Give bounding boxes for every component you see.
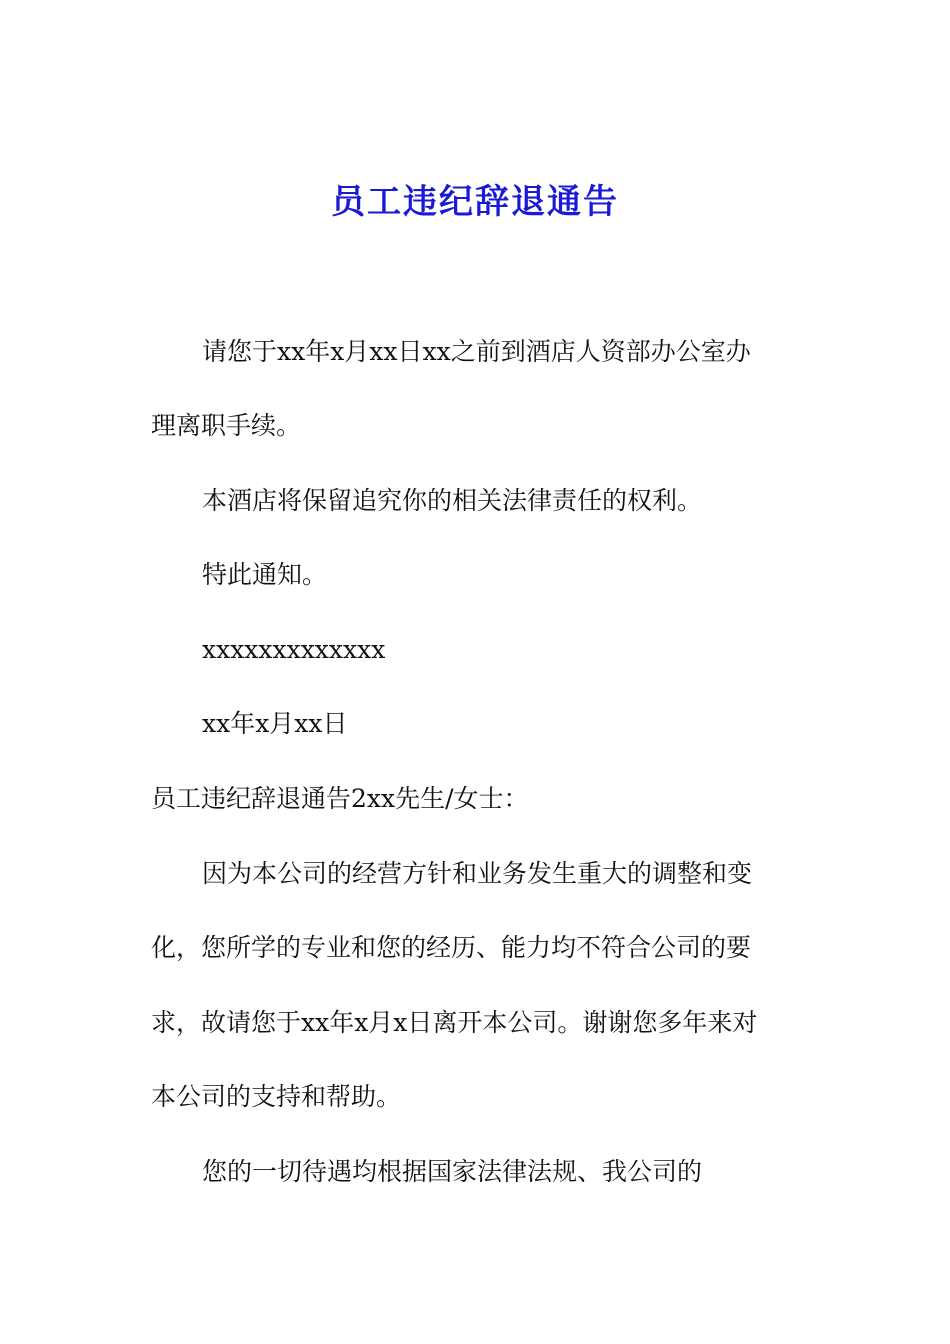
section-heading-line: 员工违纪辞退通告2xx先生/女士：	[151, 784, 529, 813]
signature-name: xxxxxxxxxxxxx	[202, 635, 386, 664]
paragraph-line: 您的一切待遇均根据国家法律法规、我公司的	[202, 1157, 703, 1186]
paragraph-line: 请您于xx年x月xx日xx之前到酒店人资部办公室办	[202, 337, 751, 366]
paragraph-line: 特此通知。	[202, 560, 328, 589]
paragraph-line: 因为本公司的经营方针和业务发生重大的调整和变	[202, 859, 753, 888]
paragraph-line: 化，您所学的专业和您的经历、能力均不符合公司的要	[151, 933, 752, 962]
document-title: 员工违纪辞退通告	[331, 182, 619, 222]
paragraph-line: 理离职手续。	[151, 411, 302, 440]
paragraph-line: 求，故请您于xx年x月x日离开本公司。谢谢您多年来对	[151, 1008, 758, 1037]
signature-date: xx年x月xx日	[202, 709, 348, 738]
paragraph-line: 本酒店将保留追究你的相关法律责任的权利。	[202, 486, 703, 515]
paragraph-line: 本公司的支持和帮助。	[151, 1082, 402, 1111]
